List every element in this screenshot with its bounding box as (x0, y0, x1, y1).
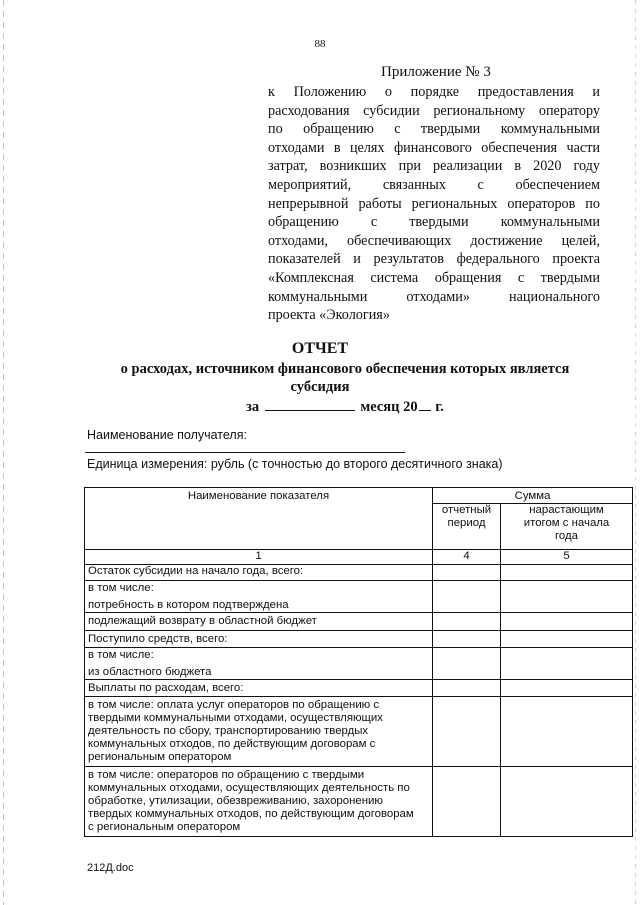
appendix-line: затрат, возникших при реализации в 2020 году (268, 158, 600, 175)
table-row (85, 613, 633, 631)
appendix-line: коммунальными отходами» национального (268, 288, 600, 305)
appendix-line: «Комплексная система обращения с твердыми (268, 269, 600, 286)
row-label: в том числе: потребность в котором подтверждена (85, 581, 433, 613)
row-label: в том числе: оплата услуг операторов по обращению с твердыми коммунальными отходами, осуществляющих деятельность по сбору, транспортированию твердых коммунальных отходов, по действующим договорам с региональным оператором (85, 697, 433, 767)
table-row (85, 565, 633, 581)
appendix-line: расходования субсидии региональному оператору (268, 102, 600, 119)
row-label: в том числе: из областного бюджета (85, 648, 433, 680)
value-cell[interactable] (433, 680, 501, 697)
value-cell[interactable] (501, 613, 633, 631)
appendix-line: к Положению о порядке предоставления и (268, 84, 600, 100)
report-subtitle: о расходах, источником финансового обеспечения которых является (120, 361, 570, 377)
recipient-label: Наименование получателя: (87, 428, 247, 442)
scan-edge-left (3, 0, 4, 905)
header-current-period: отчетный период (433, 504, 501, 550)
row-label: подлежащий возврату в областной бюджет (85, 613, 433, 631)
col-number: 4 (433, 550, 501, 565)
report-title: ОТЧЕТ (291, 340, 349, 357)
value-cell[interactable] (433, 648, 501, 680)
value-cell[interactable] (501, 767, 633, 837)
row-label: Выплаты по расходам, всего: (85, 680, 433, 697)
table-row (85, 680, 633, 697)
table-row (85, 648, 633, 680)
value-cell[interactable] (433, 581, 501, 613)
appendix-line: непрерывной работы региональных операторов по (268, 195, 600, 212)
col-number: 1 (85, 550, 433, 565)
value-cell[interactable] (501, 631, 633, 648)
year-blank[interactable] (419, 398, 431, 411)
col-number: 5 (501, 550, 633, 565)
report-table (84, 487, 633, 837)
table-row (85, 697, 633, 767)
appendix-line: обращению с твердыми коммунальными (268, 214, 600, 231)
table-row (85, 767, 633, 837)
report-subtitle-cont: субсидия (290, 379, 350, 395)
header-sum: Сумма (433, 488, 633, 504)
value-cell[interactable] (433, 697, 501, 767)
scan-edge-right (635, 0, 636, 905)
row-label: в том числе: операторов по обращению с твердыми коммунальных отходами, осуществляющих деятельность по обработке, утилизации, обезвреживанию, захоронению твердых коммунальных отходов, по действующим договорам с региональным оператором (85, 767, 433, 837)
value-cell[interactable] (501, 565, 633, 581)
appendix-line: мероприятий, связанных с обеспечением (268, 176, 600, 193)
value-cell[interactable] (501, 697, 633, 767)
period-suffix: г. (435, 399, 444, 415)
table-row (85, 631, 633, 648)
page-number: 88 (314, 38, 326, 50)
row-label: Остаток субсидии на начало года, всего: (85, 565, 433, 581)
period-blank[interactable] (265, 398, 355, 411)
appendix-line: по обращению с твердыми коммунальными (268, 121, 600, 138)
appendix-line: отходами, обеспечивающих достижение целей, (268, 232, 600, 249)
value-cell[interactable] (433, 613, 501, 631)
value-cell[interactable] (501, 680, 633, 697)
header-cumulative: нарастающим итогом с начала года (501, 504, 633, 550)
value-cell[interactable] (433, 631, 501, 648)
unit-of-measure: Единица измерения: рубль (с точностью до второго десятичного знака) (87, 457, 503, 471)
value-cell[interactable] (433, 565, 501, 581)
report-period (246, 398, 444, 416)
recipient-field-line[interactable] (85, 452, 405, 453)
row-label: Поступило средств, всего: (85, 631, 433, 648)
appendix-line: проекта «Экология» (268, 307, 390, 324)
appendix-title: Приложение № 3 (381, 64, 491, 80)
period-middle: месяц 20 (360, 399, 418, 415)
period-prefix: за (246, 399, 260, 415)
appendix-line: показателей и результатов федерального проекта (268, 251, 600, 268)
value-cell[interactable] (433, 767, 501, 837)
appendix-body (268, 83, 600, 325)
value-cell[interactable] (501, 581, 633, 613)
table-row (85, 581, 633, 613)
appendix-line: отходами в целях финансового обеспечения части (268, 139, 600, 156)
header-indicator: Наименование показателя (85, 488, 433, 550)
value-cell[interactable] (501, 648, 633, 680)
footer-filename: 212Д.doc (87, 862, 134, 874)
